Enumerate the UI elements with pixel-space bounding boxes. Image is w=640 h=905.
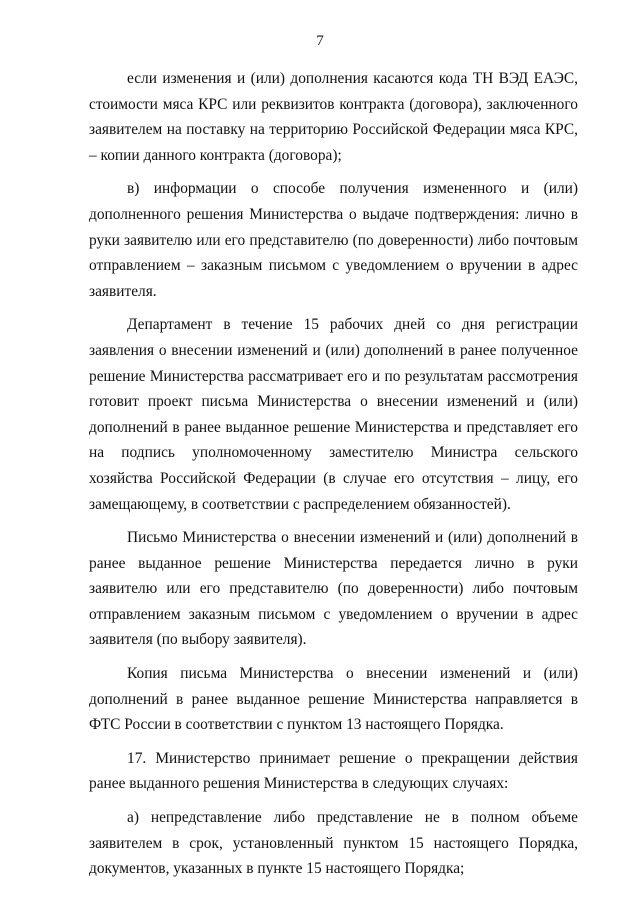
paragraph-clause-17a: а) непредставление либо представление не в полном объеме заявителем в срок, установленный пунктом 15 настоящего Порядка, документов, указанных в пункте 15 настоящего Порядка; [89,809,578,878]
paragraph-fts-copy: Копия письма Министерства о внесении изменений и (или) дополнений в ранее выданное решение Министерства направляется в ФТС России в соответствии с пунктом 13 настоящего Порядка. [89,665,578,734]
paragraph-contract-copy: если изменения и (или) дополнения касаются кода ТН ВЭД ЕАЭС, стоимости мяса КРС или реквизитов контракта (договора), заключенного заявителем на поставку на территорию Российской Федерации мяса КРС, – копии данного контракта (договора); [89,70,578,164]
paragraph-letter-delivery: Письмо Министерства о внесении изменений и (или) дополнений в ранее выданное решение Министерства передается лично в руки заявителю или его представителю (по доверенности) либо почтовым отправлением заказным письмом с уведомлением о вручении в адрес заявителя (по выбору заявителя). [89,529,578,649]
page-number: 7 [316,33,324,49]
paragraph-clause-17: 17. Министерство принимает решение о прекращении действия ранее выданного решения Министерства в следующих случаях: [89,749,578,793]
document-body [89,66,578,890]
paragraph-delivery-method: в) информации о способе получения измененного и (или) дополненного решения Министерства о выдаче подтверждения: лично в руки заявителю или его представителю (по доверенности) либо почтовым отправлением – заказным письмом с уведомлением о вручении в адрес заявителя. [89,180,578,300]
paragraph-department-review: Департамент в течение 15 рабочих дней со дня регистрации заявления о внесении изменений и (или) дополнений в ранее полученное решение Министерства рассматривает его и по результатам рассмотрения готовит проект письма Министерства о внесении изменений и (или) дополнений в ранее выданное решение Министерства и представляет его на подпись уполномоченному заместителю Министра сельского хозяйства Российской Федерации (в случае его отсутствия – лицу, его замещающему, в соответствии с распределением обязанностей). [89,316,578,513]
